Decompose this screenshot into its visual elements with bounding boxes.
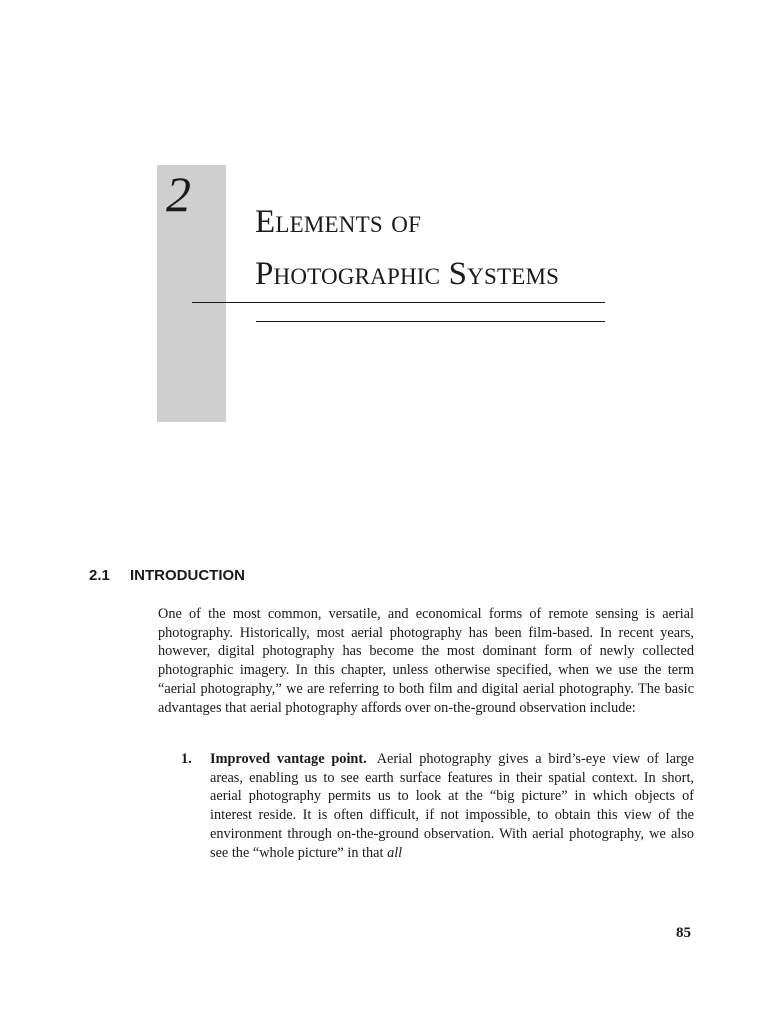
chapter-number: 2 [166,166,191,222]
title-rule-upper [192,302,605,303]
list-item-body [210,750,694,862]
list-item-number: 1. [181,751,192,767]
list-item-lead: Improved vantage point. [210,751,367,767]
section-heading [89,567,245,584]
list-item-text: Aerial photography gives a bird’s-eye view of large areas, enabling us to see earth surface features in their spatial context. In short, aerial photography permits us to look at the “big picture” in which objects of interest reside. It is often difficult, if not impossible, to obtain this view of the environment through on-the-ground observation. With aerial photography, we also see the “whole picture” in that [210,751,694,861]
page-number: 85 [676,925,691,941]
list-item-italic-tail: all [387,844,403,861]
chapter-title-line-1: Elements of [255,204,422,240]
section-title: INTRODUCTION [130,567,245,584]
section-number: 2.1 [89,567,110,584]
chapter-title [255,196,615,300]
list-item [181,750,694,862]
chapter-title-line-2: Photographic Systems [255,256,560,292]
title-rule-lower [256,321,605,322]
intro-paragraph: One of the most common, versatile, and economical forms of remote sensing is aerial photography. Historically, most aerial photography has been film-based. In recent years, however, digital photography has become the most dominant form of newly collected photographic imagery. In this chapter, unless otherwise specified, when we use the term “aerial photography,” we are referring to both film and digital aerial photography. The basic advantages that aerial photography affords over on-the-ground observation include: [158,606,694,716]
